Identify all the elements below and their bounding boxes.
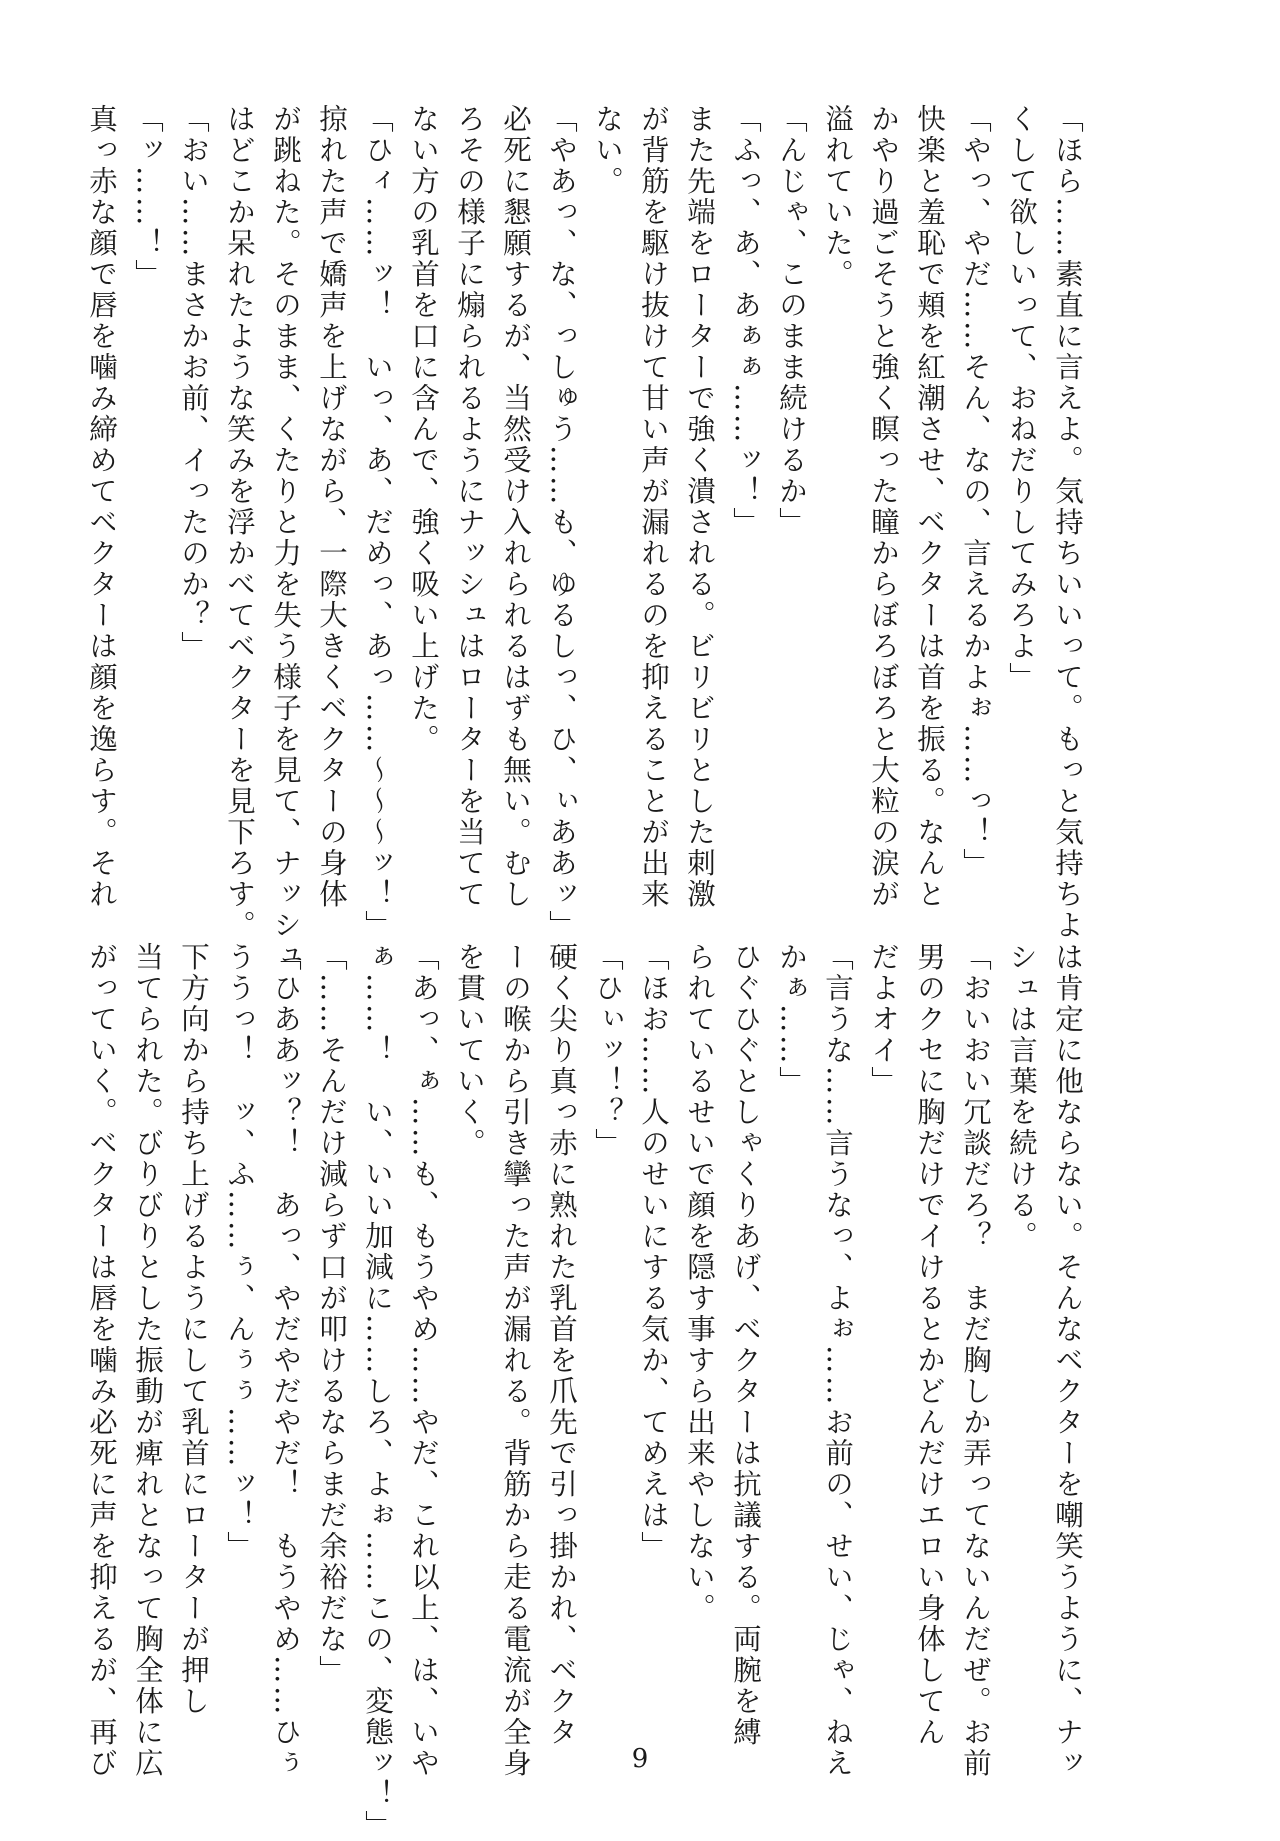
bottom-block-line: シュは言葉を続ける。 [1005,942,1038,1252]
top-block-line: 「ふっ、あ、あぁぁ……ッ！」 [729,104,762,538]
bottom-block-line: 下方向から持ち上げるようにして乳首にローターが押し [177,942,210,1717]
top-block-line: かやり過ごそうと強く瞑った瞳からぼろぼろと大粒の涙が [867,104,900,910]
bottom-block-line: ひぐひぐとしゃくりあげ、ベクターは抗議する。両腕を縛 [729,942,762,1748]
top-block-line: また先端をローターで強く潰される。ビリビリとした刺激 [683,104,716,910]
bottom-block-line: がっていく。ベクターは唇を噛み必死に声を抑えるが、再び [85,942,118,1779]
bottom-block-line: 男のクセに胸だけでイけるとかどんだけエロい身体してん [913,942,946,1748]
bottom-block-line: だよオイ」 [867,942,900,1097]
page-number: 9 [631,1744,649,1774]
bottom-block-line: 「ひああッ？！ あっ、やだやだやだ！ もうやめ……ひぅ [269,942,302,1779]
top-block-line: 「やあっ、な、っしゅう……も、ゆるしっ、ひ、ぃああッ」 [545,104,578,941]
top-block-line: 「おい……まさかお前、イったのか？」 [177,104,210,662]
text-block-top [85,104,1090,972]
bottom-block-line: 「言うな……言うなっ、よぉ……お前の、せい、じゃ、ねえ [821,942,854,1779]
top-block-line: が背筋を駆け抜けて甘い声が漏れるのを抑えることが出来 [637,104,670,910]
bottom-block-line: は肯定に他ならない。そんなベクターを嘲笑うように、ナッ [1051,942,1084,1779]
top-block-line: ない方の乳首を口に含んで、強く吸い上げた。 [407,104,440,755]
bottom-block-line: を貫いていく。 [453,942,486,1159]
text-block-bottom [85,942,1090,1841]
bottom-block-line: かぁ……」 [775,942,808,1097]
top-block-line: 快楽と羞恥で頬を紅潮させ、ベクターは首を振る。なんと [913,104,946,910]
top-block-line: ろその様子に煽られるようにナッシュはローターを当てて [453,104,486,910]
top-block-line: 溢れていた。 [821,104,854,290]
bottom-block-line: ぁ……！ い、いい加減に……しろ、よぉ……この、変態ッ！」 [361,942,394,1841]
top-block-line: 「ッ……！」 [131,104,164,290]
bottom-block-line: ううっ！ ッ、ふ……ぅ、んぅぅ……ッ！」 [223,942,256,1562]
top-block-line: ない。 [591,104,624,197]
bottom-block-line: 「ほお……人のせいにする気か、てめえは」 [637,942,670,1562]
top-block-line: はどこか呆れたような笑みを浮かべてベクターを見下ろす。 [223,104,256,941]
bottom-block-line: られているせいで顔を隠す事すら出来やしない。 [683,942,716,1624]
top-block-line: 「ほら……素直に言えよ。気持ちいいって。もっと気持ちよ [1051,104,1084,941]
bottom-block-line: 「ひぃッ！？」 [591,942,624,1159]
top-block-line: 必死に懇願するが、当然受け入れられるはずも無い。むし [499,104,532,910]
bottom-block-line: ーの喉から引き攣った声が漏れる。背筋から走る電流が全身 [499,942,532,1779]
bottom-block-line: 「あっ、ぁ……も、もうやめ……やだ、これ以上、は、いや [407,942,440,1779]
bottom-block-line: 硬く尖り真っ赤に熟れた乳首を爪先で引っ掛かれ、ベクタ [545,942,578,1748]
top-block-line: 「んじゃ、このまま続けるか」 [775,104,808,538]
bottom-block-line: 「おいおい冗談だろ？ まだ胸しか弄ってないんだぜ。お前 [959,942,992,1779]
top-block-line: が跳ねた。そのまま、くたりと力を失う様子を見て、ナッシュ [269,104,302,972]
top-block-line: 「ひィ……ッ！ いっ、あ、だめっ、あっ……〜〜〜ッ！」 [361,104,394,941]
top-block-line: 真っ赤な顔で唇を噛み締めてベクターは顔を逸らす。それ [85,104,118,910]
bottom-block-line: 「……そんだけ減らず口が叩けるならまだ余裕だな」 [315,942,348,1686]
top-block-line: くして欲しいって、おねだりしてみろよ」 [1005,104,1038,693]
top-block-line: 「やっ、やだ……そん、なの、言えるかよぉ……っ！」 [959,104,992,879]
bottom-block-line: 当てられた。びりびりとした振動が痺れとなって胸全体に広 [131,942,164,1779]
top-block-line: 掠れた声で嬌声を上げながら、一際大きくベクターの身体 [315,104,348,910]
